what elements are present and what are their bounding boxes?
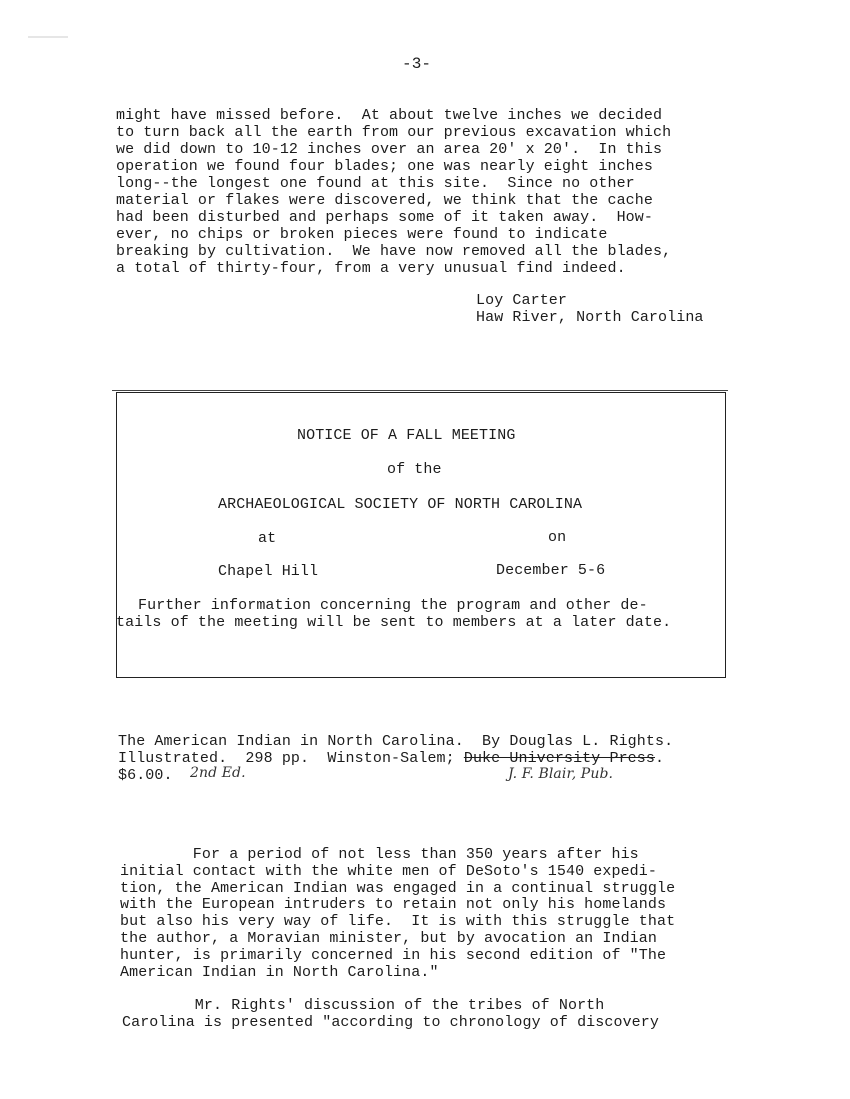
text-line: the author, a Moravian minister, but by avocation an Indian — [120, 930, 657, 947]
text-line: For a period of not less than 350 years after his — [120, 846, 639, 863]
notice-info-line: Further information concerning the program and other de- — [138, 597, 648, 614]
handwritten-publisher-note: J. F. Blair, Pub. — [508, 766, 614, 782]
notice-location: Chapel Hill — [218, 563, 319, 580]
text-line: American Indian in North Carolina." — [120, 963, 439, 981]
notice-title: NOTICE OF A FALL MEETING — [297, 427, 516, 444]
citation-text: Illustrated. 298 pp. Winston-Salem; — [118, 750, 464, 767]
text-line: might have missed before. At about twelve inches we decided — [116, 107, 663, 124]
text-line: ever, no chips or broken pieces were found to indicate — [116, 226, 608, 243]
text-line: operation we found four blades; one was nearly eight inches — [116, 158, 653, 175]
text-line: material or flakes were discovered, we think that the cache — [116, 192, 653, 209]
citation-period: . — [655, 750, 665, 767]
scan-smudge — [28, 36, 68, 38]
text-line: Mr. Rights' discussion of the tribes of North — [122, 996, 605, 1014]
signature-name: Loy Carter — [476, 292, 568, 309]
review-citation-line: The American Indian in North Carolina. By Douglas L. Rights. — [118, 733, 674, 750]
handwritten-edition-note: 2nd Ed. — [190, 765, 246, 781]
struck-publisher: Duke University Press — [463, 750, 655, 767]
text-line: but also his very way of life. It is with this struggle that — [120, 913, 676, 931]
review-price: $6.00. — [118, 767, 173, 784]
text-line: initial contact with the white men of DeSoto's 1540 expedi- — [120, 862, 657, 880]
text-line: we did down to 10-12 inches over an area 20' x 20'. In this — [116, 141, 663, 158]
text-line: to turn back all the earth from our previous excavation which — [116, 124, 672, 141]
text-line: long--the longest one found at this site. Since no other — [116, 175, 635, 192]
signature-place: Haw River, North Carolina — [476, 309, 704, 326]
text-line: tion, the American Indian was engaged in a continual struggle — [120, 879, 676, 897]
notice-on: on — [548, 529, 567, 546]
text-line: Carolina is presented "according to chronology of discovery — [122, 1013, 659, 1031]
notice-society: ARCHAEOLOGICAL SOCIETY OF NORTH CAROLINA — [218, 496, 583, 513]
notice-info-line: tails of the meeting will be sent to members at a later date. — [116, 614, 672, 631]
text-line: a total of thirty-four, from a very unusual find indeed. — [116, 260, 626, 277]
notice-of-the: of the — [387, 461, 442, 478]
notice-date: December 5-6 — [496, 562, 606, 579]
text-line: hunter, is primarily concerned in his second edition of "The — [120, 946, 667, 964]
text-line: with the European intruders to retain not only his homelands — [120, 896, 667, 914]
text-line: breaking by cultivation. We have now removed all the blades, — [116, 243, 672, 260]
page-number: -3- — [402, 55, 432, 73]
text-line: had been disturbed and perhaps some of it taken away. How- — [116, 209, 653, 226]
notice-at: at — [258, 530, 277, 547]
notice-top-rule — [112, 390, 728, 391]
